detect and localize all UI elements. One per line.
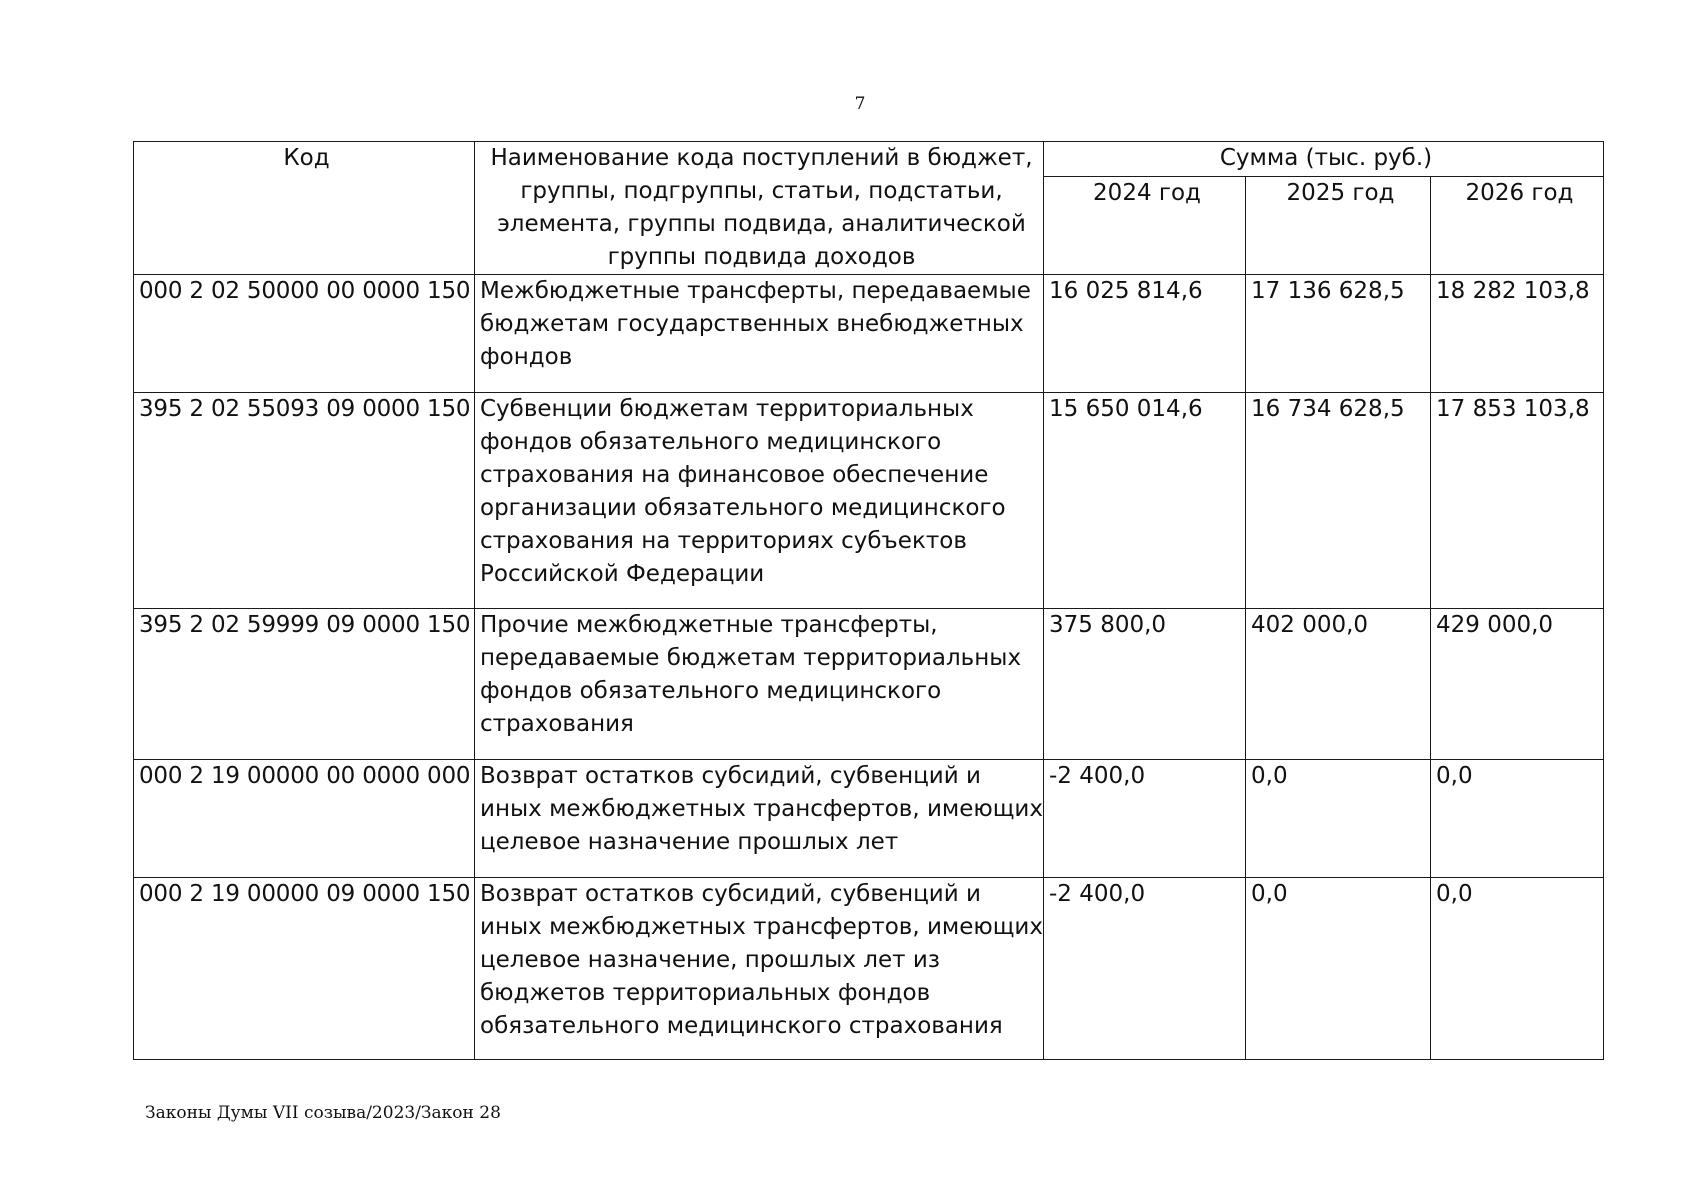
row-amount-2024: -2 400,0 [1044, 878, 1246, 1060]
header-name: Наименование кода поступлений в бюджет, группы, подгруппы, статьи, подстатьи, элемента, группы подвида, аналитической группы подвида доходов [475, 142, 1044, 275]
row-name: Прочие межбюджетные трансферты, передаваемые бюджетам территориальных фондов обязательного медицинского страхования [475, 609, 1044, 760]
header-year-2026: 2026 год [1431, 176, 1604, 274]
table-row [134, 275, 1604, 393]
row-name: Возврат остатков субсидий, субвенций и иных межбюджетных трансфертов, имеющих целевое назначение, прошлых лет из бюджетов территориальных фондов обязательного медицинского страхования [475, 878, 1044, 1060]
table-row [134, 878, 1604, 1060]
row-amount-2026: 0,0 [1431, 878, 1604, 1060]
row-code: 395 2 02 55093 09 0000 150 [134, 393, 475, 609]
row-code: 395 2 02 59999 09 0000 150 [134, 609, 475, 760]
table-row [134, 609, 1604, 760]
row-amount-2025: 402 000,0 [1246, 609, 1431, 760]
budget-revenue-table [133, 141, 1604, 1060]
row-code: 000 2 19 00000 09 0000 150 [134, 878, 475, 1060]
row-amount-2024: 375 800,0 [1044, 609, 1246, 760]
row-amount-2026: 0,0 [1431, 760, 1604, 878]
header-sum: Сумма (тыс. руб.) [1044, 142, 1604, 177]
header-year-2024: 2024 год [1044, 176, 1246, 274]
table-row [134, 760, 1604, 878]
row-amount-2025: 0,0 [1246, 760, 1431, 878]
document-footer: Законы Думы VII созыва/2023/Закон 28 [145, 1103, 501, 1123]
row-amount-2025: 17 136 628,5 [1246, 275, 1431, 393]
row-amount-2026: 18 282 103,8 [1431, 275, 1604, 393]
row-amount-2024: 16 025 814,6 [1044, 275, 1246, 393]
row-amount-2024: -2 400,0 [1044, 760, 1246, 878]
table-row [134, 393, 1604, 609]
row-amount-2026: 17 853 103,8 [1431, 393, 1604, 609]
row-amount-2026: 429 000,0 [1431, 609, 1604, 760]
row-code: 000 2 02 50000 00 0000 150 [134, 275, 475, 393]
row-name: Возврат остатков субсидий, субвенций и иных межбюджетных трансфертов, имеющих целевое назначение прошлых лет [475, 760, 1044, 878]
row-amount-2025: 0,0 [1246, 878, 1431, 1060]
row-code: 000 2 19 00000 00 0000 000 [134, 760, 475, 878]
row-amount-2024: 15 650 014,6 [1044, 393, 1246, 609]
header-code: Код [134, 142, 475, 275]
page-number: 7 [854, 94, 866, 114]
header-year-2025: 2025 год [1246, 176, 1431, 274]
row-name: Межбюджетные трансферты, передаваемые бюджетам государственных внебюджетных фондов [475, 275, 1044, 393]
row-name: Субвенции бюджетам территориальных фондов обязательного медицинского страхования на финансовое обеспечение организации обязательного медицинского страхования на территориях субъектов Российской Федерации [475, 393, 1044, 609]
row-amount-2025: 16 734 628,5 [1246, 393, 1431, 609]
